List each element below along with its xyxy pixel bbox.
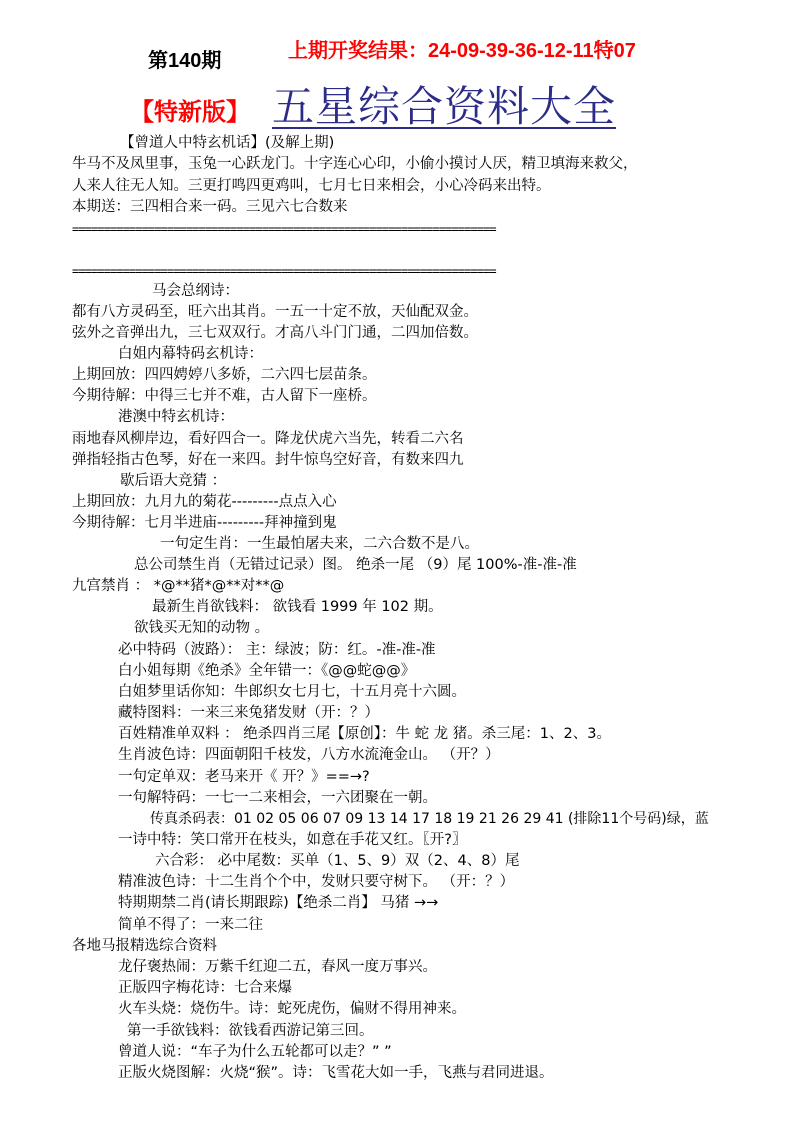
text-line: 人来人往无人知。三更打鸣四更鸡叫，七月七日来相会，小心冷码来出特。 [72, 178, 551, 194]
text-line: 马会总纲诗： [152, 283, 239, 299]
text-line: 都有八方灵码至，旺六出其肖。一五一十定不放，天仙配双金。 [72, 304, 478, 320]
text-line: 龙仔褒热闹：万紫千红迎二五，春风一度万事兴。 [118, 959, 437, 975]
text-line: 雨地春风柳岸边，看好四合一。降龙伏虎六当先，转看二六名 [72, 431, 464, 447]
text-line: 歇后语大竞猜 ： [120, 473, 227, 489]
page-title: 五星综合资料大全 [272, 82, 617, 131]
text-line: 一句定单双：老马来开《 开？》==→? [118, 769, 370, 785]
section-heading: 各地马报精选综合资料 [72, 938, 217, 954]
text-line: 一句定生肖：一生最怕屠夫来，二六合数不是八。 [160, 536, 479, 552]
text-line: 百姓精准单双料 ： 绝杀四肖三尾【原创】：牛 蛇 龙 猪。杀三尾：1、2、3。 [118, 726, 611, 742]
text-line: 弦外之音弹出九，三七双双行。才高八斗门门通，二四加倍数。 [72, 325, 478, 341]
text-line: 今期待解：七月半进庙---------拜神撞到鬼 [72, 515, 337, 531]
text-line: 火车头烧：烧伤牛。诗：蛇死虎伤，偏财不得用神来。 [118, 1001, 466, 1017]
text-line: 牛马不及凤里事，玉兔一心跃龙门。十字连心心印，小偷小摸讨人厌，精卫填海来救父， [72, 156, 638, 172]
text-line: 生肖波色诗：四面朝阳千枝发，八方水流淹金山。 （开？） [118, 747, 500, 763]
text-line: 正版四字梅花诗：七合来爆 [118, 980, 292, 996]
text-line: 六合彩： 必中尾数：买单（1、5、9）双（2、4、8）尾 [155, 853, 520, 869]
text-line: 正版火烧图解：火烧“猴”。诗：飞雪花大如一手，飞燕与君同进退。 [118, 1065, 554, 1081]
text-line: 第一手欲钱料：欲钱看西游记第三回。 [127, 1023, 374, 1039]
edition-tag: 【特新版】 [130, 97, 250, 126]
separator-line: =================================================================== [72, 264, 496, 278]
text-line: 藏特图料：一来三来兔猪发财（开：？） [118, 705, 379, 721]
last-draw-result: 上期开奖结果：24-09-39-36-12-11特07 [288, 40, 636, 62]
text-line: 精准波色诗：十二生肖个个中，发财只要守树下。 （开：？） [118, 874, 515, 890]
issue-number: 第140期 [148, 50, 222, 72]
text-line: 港澳中特玄机诗： [118, 409, 234, 425]
text-line: 传真杀码表：01 02 05 06 07 09 13 14 17 18 19 21 26 29 41 (排除11个号码)绿，蓝 [150, 811, 709, 827]
text-line: 【曾道人中特玄机话】(及解上期) [120, 135, 335, 151]
separator-line: =================================================================== [72, 222, 496, 236]
text-line: 特期期禁二肖(请长期跟踪)【绝杀二肖】 马猪 →→ [118, 895, 439, 911]
text-line: 必中特码（波路）： 主：绿波；防：红。-准-准-准 [118, 642, 436, 658]
text-line: 弹指轻指古色琴，好在一来四。封牛惊鸟空好音，有数来四九 [72, 452, 464, 468]
text-line: 白姐内幕特码玄机诗： [118, 346, 263, 362]
text-line: 最新生肖欲钱料： 欲钱看 1999 年 102 期。 [152, 599, 443, 615]
text-line: 简单不得了：一来二往 [118, 917, 263, 933]
text-line: 上期回放：九月九的菊花---------点点入心 [72, 494, 337, 510]
text-line: 一句解特码：一七一二来相会，一六团聚在一朝。 [118, 790, 437, 806]
text-line: 曾道人说：“车子为什么五轮都可以走？” ” [118, 1044, 392, 1060]
text-line: 白姐梦里话你知：牛郎织女七月七，十五月亮十六圆。 [118, 684, 466, 700]
text-line: 本期送：三四相合来一码。三见六七合数来 [72, 199, 348, 215]
text-line: 总公司禁生肖（无错过记录）图。 绝杀一尾 （9）尾 100%-准-准-准 [134, 557, 577, 573]
text-line: 九宫禁肖 ： *@**猪*@**对**@ [72, 578, 285, 594]
text-line: 今期待解：中得三七并不难，古人留下一座桥。 [72, 388, 377, 404]
text-line: 上期回放：四四娉婷八多娇，二六四七层苗条。 [72, 367, 377, 383]
text-line: 白小姐每期《绝杀》全年错一：《@@蛇@@》 [118, 663, 416, 679]
text-line: 一诗中特：笑口常开在枝头，如意在手花又红。〖开?〗 [118, 832, 467, 848]
text-line: 欲钱买无知的动物 。 [134, 620, 270, 636]
